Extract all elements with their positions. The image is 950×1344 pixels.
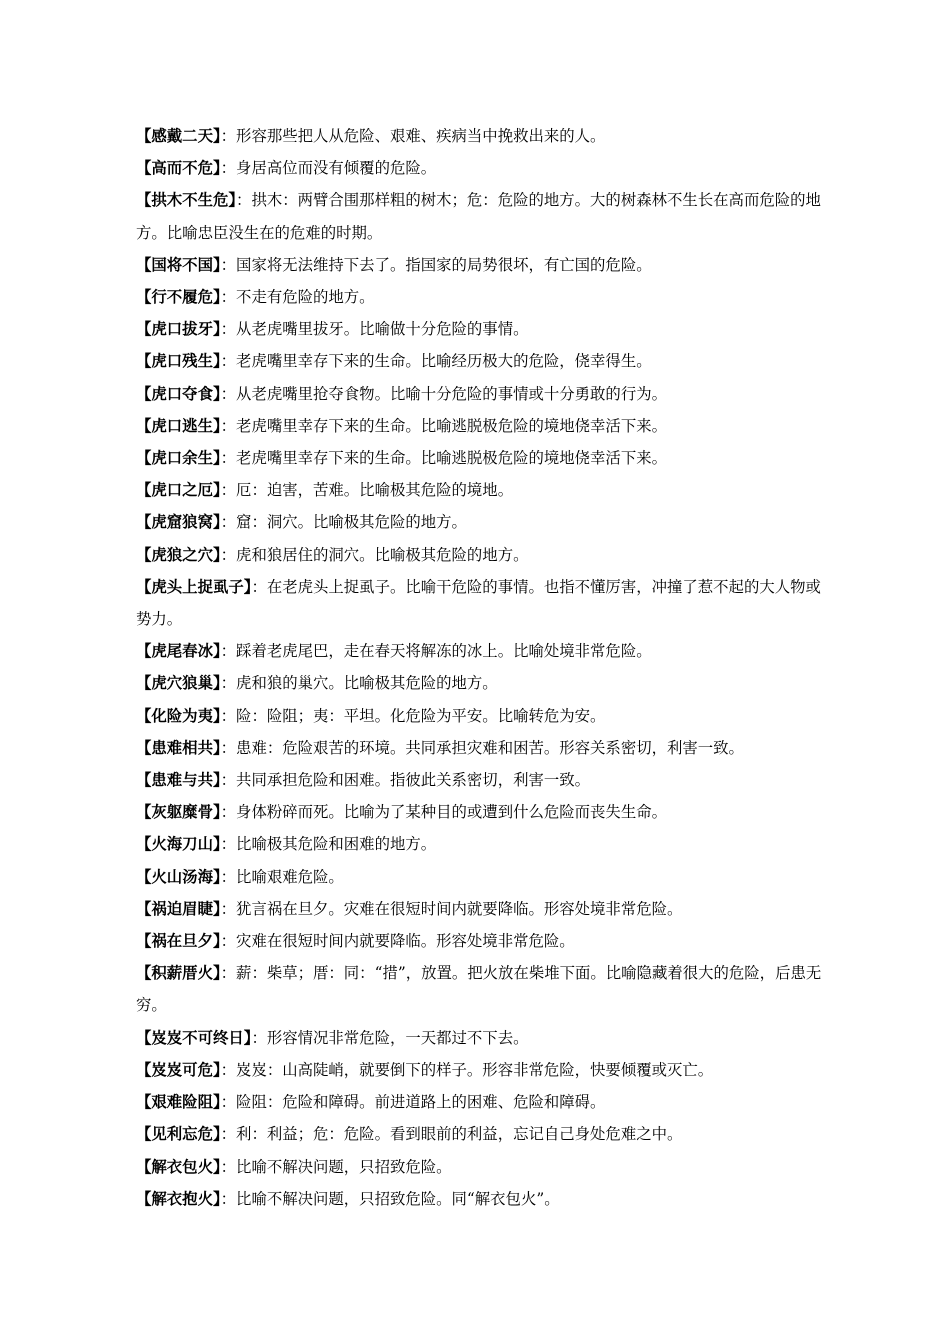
idiom-entry — [136, 184, 822, 248]
idiom-definition: ：比喻不解决问题，只招致危险。同“解衣包火”。 — [220, 1189, 560, 1208]
idiom-definition: ：形容那些把人从危险、艰难、疾病当中挽救出来的人。 — [220, 127, 606, 145]
idiom-entry — [136, 957, 822, 1021]
idiom-entry — [136, 1151, 822, 1183]
idiom-term: 【火海刀山】 — [136, 835, 221, 854]
idiom-term: 【艰难险阻】 — [136, 1093, 221, 1112]
idiom-term: 【国将不国】 — [136, 255, 221, 274]
idiom-definition: ：险阻：危险和障碍。前进道路上的困难、危险和障碍。 — [220, 1093, 606, 1112]
idiom-term: 【虎口之厄】 — [136, 481, 221, 500]
idiom-entry — [136, 1118, 822, 1150]
idiom-definition: ：共同承担危险和困难。指彼此关系密切，利害一致。 — [220, 771, 591, 790]
idiom-definition: ：老虎嘴里幸存下来的生命。比喻经历极大的危险，侥幸得生。 — [220, 352, 652, 371]
idiom-term: 【祸迫眉睫】 — [136, 899, 221, 918]
idiom-definition: ：灾难在很短时间内就要降临。形容处境非常危险。 — [220, 932, 575, 951]
idiom-definition: ：比喻极其危险和困难的地方。 — [220, 835, 437, 854]
idiom-definition: ：从老虎嘴里拔牙。比喻做十分危险的事情。 — [220, 320, 529, 339]
idiom-term: 【解衣包火】 — [136, 1157, 221, 1176]
idiom-term: 【虎尾春冰】 — [136, 642, 221, 661]
idiom-entry — [136, 506, 822, 538]
idiom-entry — [136, 764, 822, 796]
idiom-entry — [136, 893, 822, 925]
idiom-entry — [136, 861, 822, 893]
idiom-term: 【灰躯糜骨】 — [136, 803, 221, 822]
idiom-term: 【虎狼之穴】 — [136, 545, 221, 564]
idiom-entry — [136, 410, 822, 442]
idiom-term: 【虎口拔牙】 — [136, 320, 221, 339]
idiom-entry — [136, 345, 822, 377]
idiom-term: 【虎口夺食】 — [136, 384, 221, 403]
idiom-entry — [136, 281, 822, 313]
idiom-definition: ：患难：危险艰苦的环境。共同承担灾难和困苦。形容关系密切，利害一致。 — [220, 738, 744, 757]
idiom-definition: ：险：险阻；夷：平坦。化危险为平安。比喻转危为安。 — [220, 706, 606, 725]
idiom-entry — [136, 667, 822, 699]
idiom-entry — [136, 635, 822, 667]
idiom-term: 【拱木不生危】 — [136, 191, 237, 210]
idiom-definition: ：国家将无法维持下去了。指国家的局势很坏，有亡国的危险。 — [220, 255, 652, 274]
idiom-entry — [136, 571, 822, 635]
idiom-entry — [136, 249, 822, 281]
idiom-definition: ：从老虎嘴里抢夺食物。比喻十分危险的事情或十分勇敢的行为。 — [220, 384, 667, 403]
idiom-definition: ：不走有危险的地方。 — [220, 288, 375, 307]
idiom-term: 【虎口余生】 — [136, 449, 221, 468]
idiom-definition: ：利：利益；危：危险。看到眼前的利益，忘记自己身处危难之中。 — [220, 1125, 683, 1144]
idiom-definition: ：虎和狼的巢穴。比喻极其危险的地方。 — [220, 674, 498, 693]
idiom-definition: ：在老虎头上捉虱子。比喻干危险的事情。也指不懂厉害，冲撞了惹不起的大人物或势力。 — [136, 577, 821, 629]
idiom-definition: ：比喻艰难危险。 — [220, 867, 344, 886]
idiom-entry — [136, 828, 822, 860]
idiom-definition: ：老虎嘴里幸存下来的生命。比喻逃脱极危险的境地侥幸活下来。 — [220, 416, 667, 435]
idiom-definition: ：犹言祸在旦夕。灾难在很短时间内就要降临。形容处境非常危险。 — [220, 899, 683, 918]
idiom-entry — [136, 1183, 822, 1215]
idiom-entry — [136, 1054, 822, 1086]
idiom-term: 【积薪厝火】 — [136, 964, 221, 983]
idiom-term: 【岌岌不可终日】 — [136, 1028, 252, 1047]
idiom-term: 【虎口残生】 — [136, 352, 221, 371]
idiom-term: 【患难相共】 — [136, 738, 221, 757]
idiom-term: 【解衣抱火】 — [136, 1189, 221, 1208]
idiom-entry — [136, 732, 822, 764]
idiom-term: 【虎穴狼巢】 — [136, 674, 221, 693]
idiom-definition: ：比喻不解决问题，只招致危险。 — [220, 1157, 452, 1176]
idiom-term: 【岌岌可危】 — [136, 1060, 221, 1079]
idiom-term: 【高而不危】 — [136, 159, 221, 178]
idiom-definition: ：老虎嘴里幸存下来的生命。比喻逃脱极危险的境地侥幸活下来。 — [220, 449, 667, 468]
idiom-term: 【患难与共】 — [136, 771, 221, 790]
idiom-term: 【化险为夷】 — [136, 706, 221, 725]
idiom-entry — [136, 474, 822, 506]
idiom-definition: ：窟：洞穴。比喻极其危险的地方。 — [220, 513, 467, 532]
idiom-entry — [136, 120, 822, 152]
idiom-entry — [136, 442, 822, 474]
idiom-entry — [136, 700, 822, 732]
idiom-entry — [136, 925, 822, 957]
idiom-entry — [136, 152, 822, 184]
idiom-definition: ：岌岌：山高陡峭，就要倒下的样子。形容非常危险，快要倾覆或灭亡。 — [220, 1060, 714, 1079]
idiom-list — [136, 120, 822, 1215]
idiom-term: 【感戴二天】 — [136, 127, 221, 145]
idiom-entry — [136, 1086, 822, 1118]
idiom-entry — [136, 1022, 822, 1054]
idiom-definition: ：踩着老虎尾巴，走在春天将解冻的冰上。比喻处境非常危险。 — [220, 642, 652, 661]
idiom-definition: ：虎和狼居住的洞穴。比喻极其危险的地方。 — [220, 545, 529, 564]
idiom-term: 【祸在旦夕】 — [136, 932, 221, 951]
idiom-term: 【火山汤海】 — [136, 867, 221, 886]
idiom-entry — [136, 378, 822, 410]
idiom-term: 【行不履危】 — [136, 288, 221, 307]
idiom-definition: ：身居高位而没有倾覆的危险。 — [220, 159, 437, 178]
idiom-definition: ：身体粉碎而死。比喻为了某种目的或遭到什么危险而丧失生命。 — [220, 803, 667, 822]
idiom-term: 【虎头上捉虱子】 — [136, 577, 252, 596]
idiom-term: 【虎口逃生】 — [136, 416, 221, 435]
idiom-definition: ：形容情况非常危险，一天都过不下去。 — [251, 1028, 529, 1047]
idiom-definition: ：拱木：两臂合围那样粗的树木；危：危险的地方。大的树森林不生长在高而危险的地方。比喻忠臣没生在的危难的时期。 — [136, 191, 821, 242]
idiom-entry — [136, 796, 822, 828]
idiom-definition: ：厄：迫害，苦难。比喻极其危险的境地。 — [220, 481, 514, 500]
idiom-definition: ：薪：柴草；厝：同：“措”，放置。把火放在柴堆下面。比喻隐藏着很大的危险，后患无穷。 — [136, 964, 822, 1015]
idiom-term: 【见利忘危】 — [136, 1125, 221, 1144]
idiom-term: 【虎窟狼窝】 — [136, 513, 221, 532]
idiom-entry — [136, 313, 822, 345]
idiom-entry — [136, 539, 822, 571]
